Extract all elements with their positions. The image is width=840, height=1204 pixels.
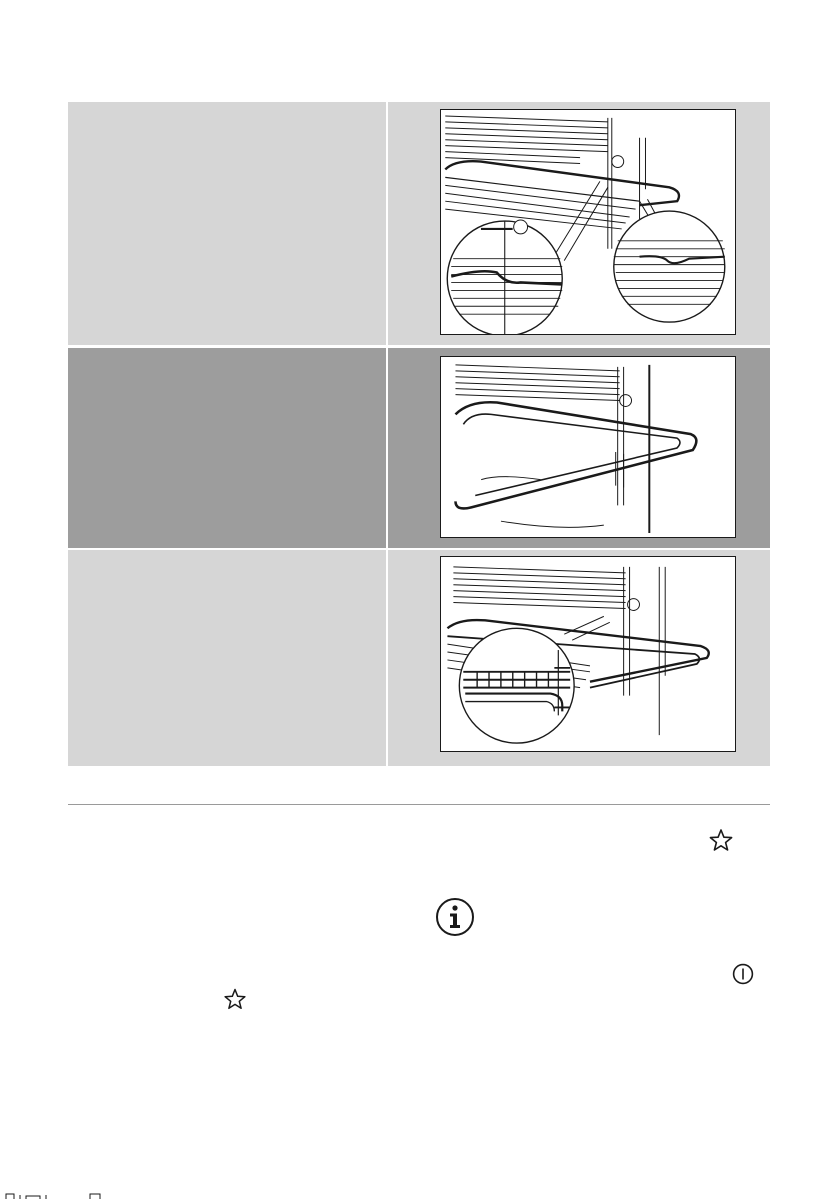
deep-pan-drawing [441, 357, 735, 537]
star-outline-icon [223, 988, 247, 1010]
section-divider [68, 804, 770, 805]
info-circle-icon [435, 897, 475, 937]
wire-shelf-drawing [441, 110, 735, 334]
shelf-and-pan-illustration [440, 556, 736, 752]
illustration-cell-1 [388, 102, 770, 345]
wire-shelf-illustration [440, 109, 736, 335]
star-outline-icon [708, 828, 734, 852]
instruction-row-2 [68, 348, 770, 548]
deep-pan-illustration [440, 356, 736, 538]
shelf-and-pan-drawing [441, 557, 735, 751]
instruction-text-cell-2 [68, 348, 386, 548]
print-crop-marks [0, 1186, 110, 1192]
instruction-text-cell-3 [68, 550, 386, 766]
instruction-row-1 [68, 102, 770, 345]
illustration-cell-2 [388, 348, 770, 548]
instruction-text-cell-1 [68, 102, 386, 345]
on-off-icon [732, 963, 754, 985]
illustration-cell-3 [388, 550, 770, 766]
instruction-row-3 [68, 550, 770, 766]
